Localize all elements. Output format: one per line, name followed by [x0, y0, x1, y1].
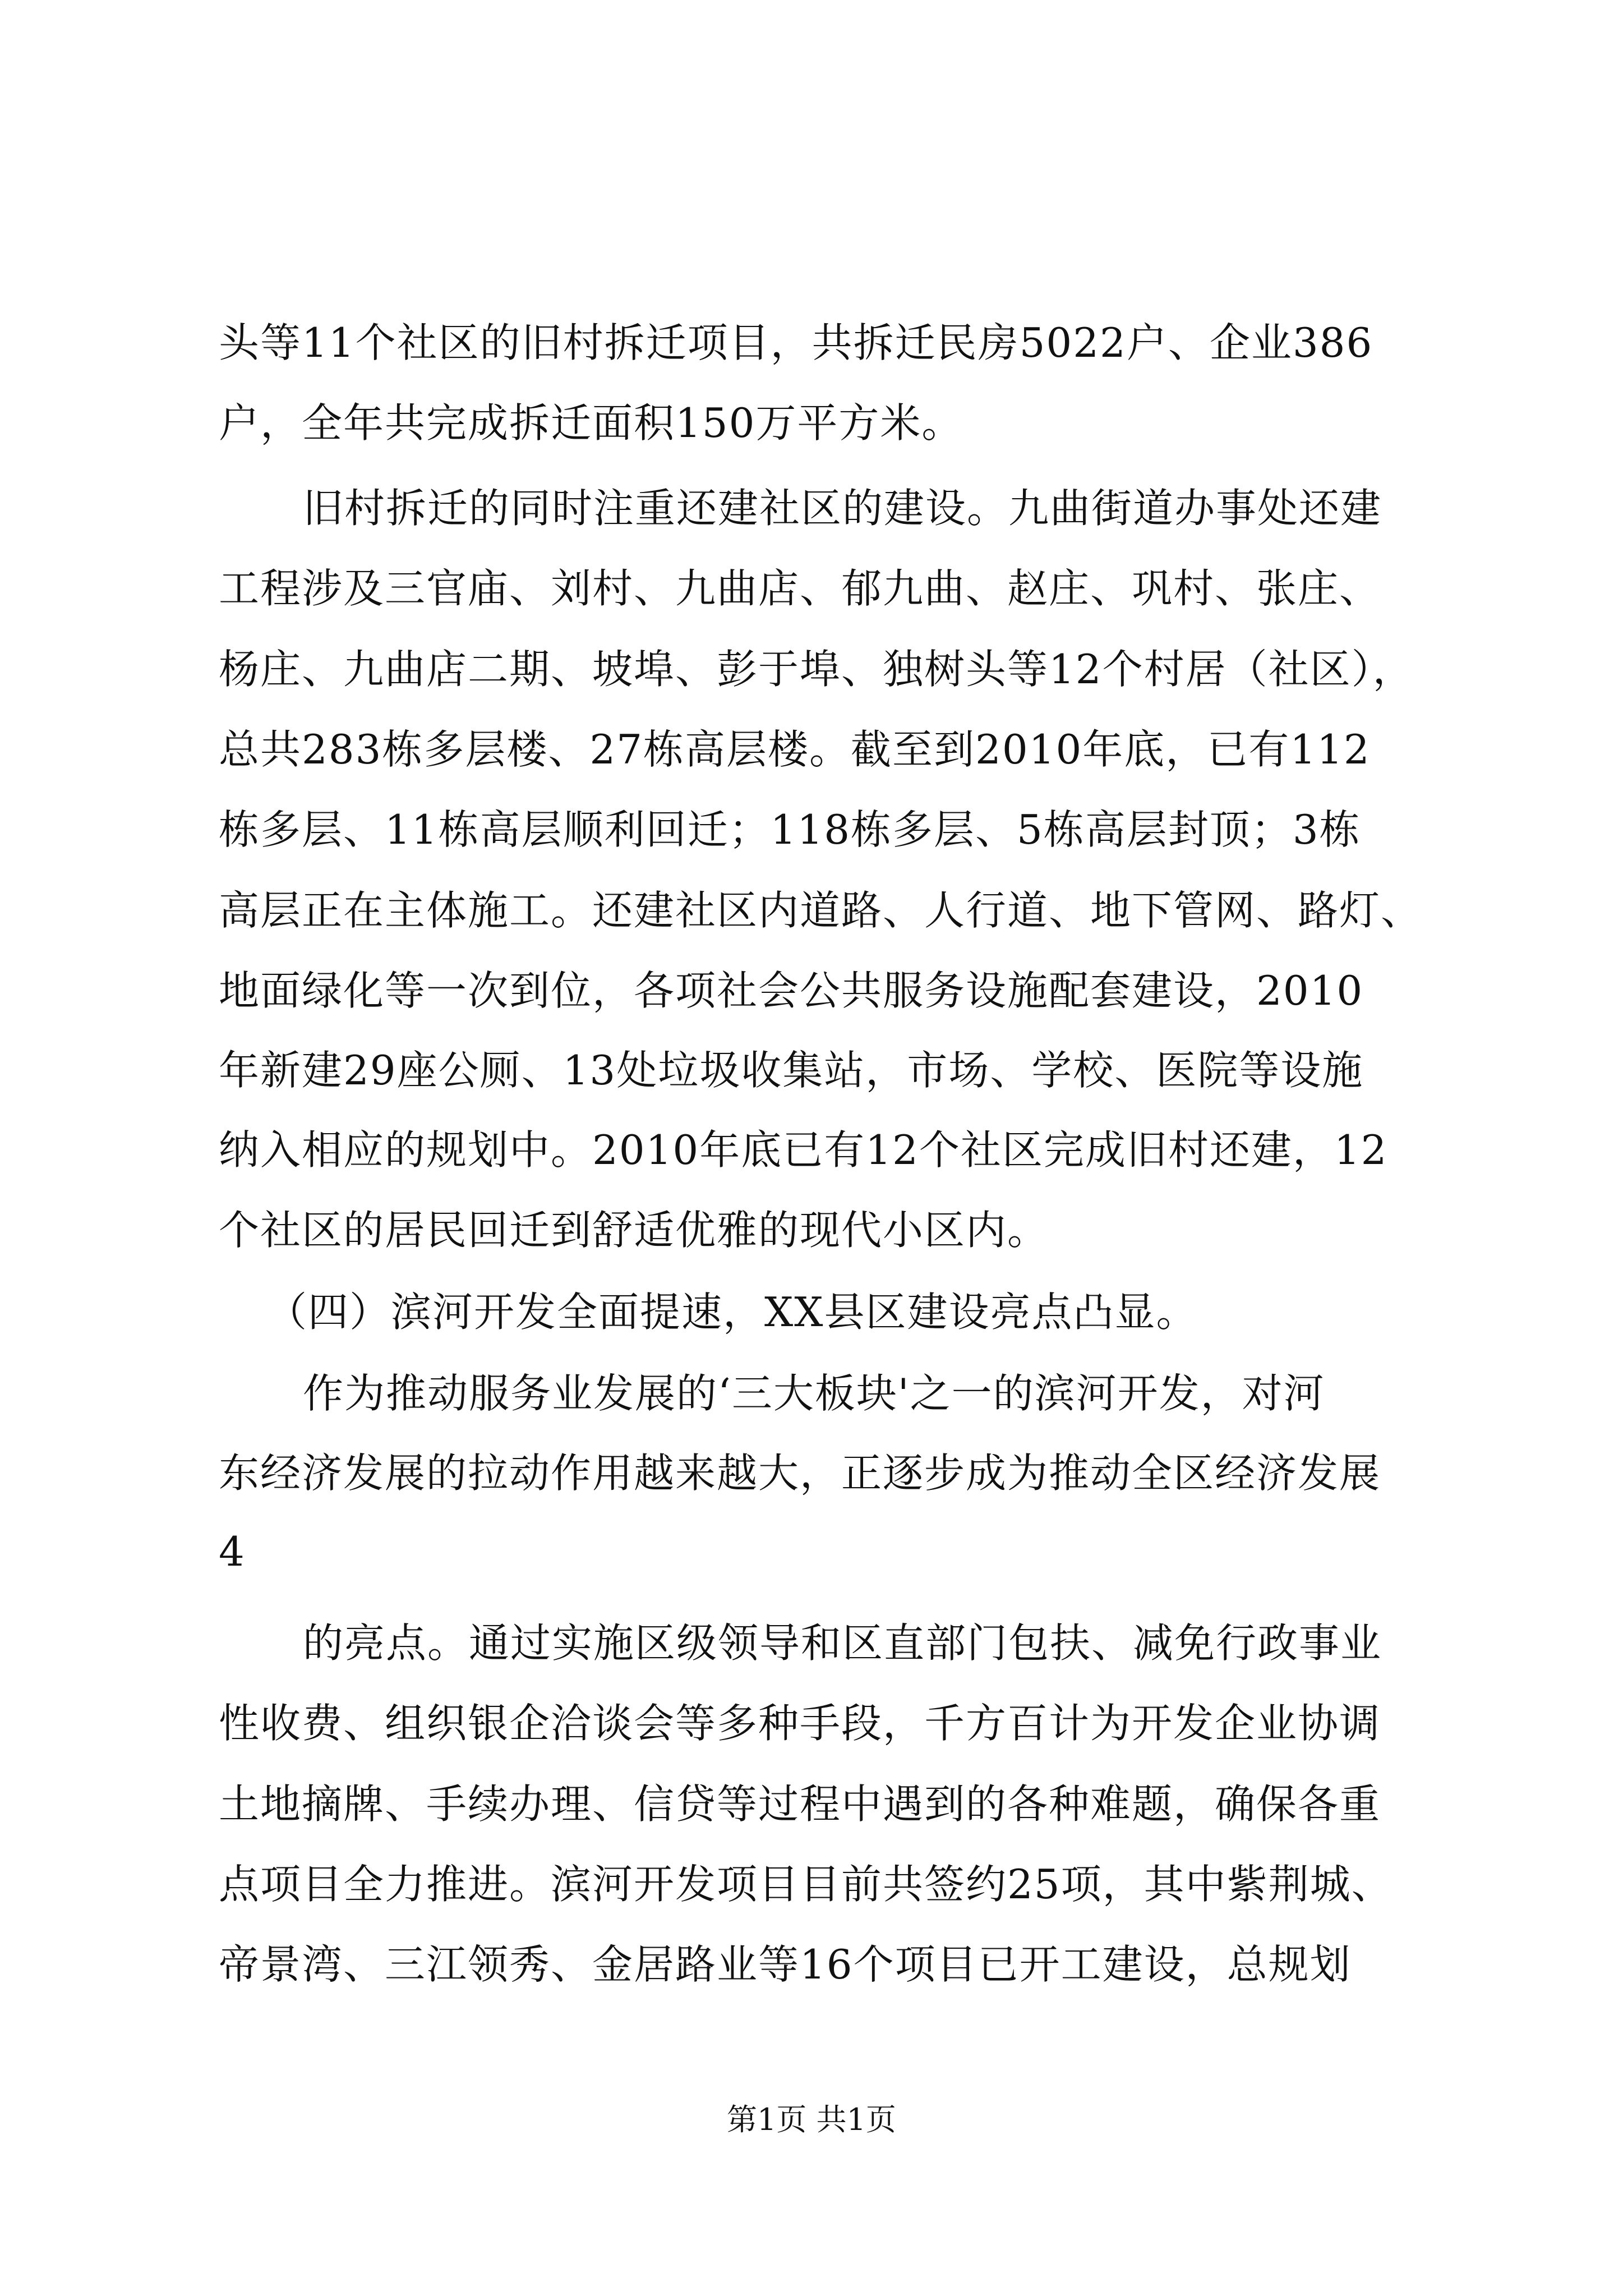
text-line: 个社区的居民回迁到舒适优雅的现代小区内。 — [219, 1207, 1049, 1254]
text-line: 土地摘牌、手续办理、信贷等过程中遇到的各种难题，确保各重 — [219, 1780, 1381, 1828]
text-line: 工程涉及三官庙、刘村、九曲店、郁九曲、赵庄、巩村、张庄、 — [219, 565, 1381, 612]
section-heading: （四）滨河开发全面提速，XX县区建设亮点凸显。 — [266, 1289, 1198, 1336]
text-line: 旧村拆迁的同时注重还建社区的建设。九曲街道办事处还建 — [303, 485, 1382, 532]
text-line: 东经济发展的拉动作用越来越大，正逐步成为推动全区经济发展 — [219, 1450, 1381, 1497]
text-line: 杨庄、九曲店二期、坡埠、彭于埠、独树头等12个村居（社区）， — [219, 646, 1414, 693]
text-line: 帝景湾、三江领秀、金居路业等16个项目已开工建设，总规划 — [219, 1941, 1352, 1988]
text-line: 性收费、组织银企洽谈会等多种手段，千方百计为开发企业协调 — [219, 1700, 1381, 1747]
text-line: 总共283栋多层楼、27栋高层楼。截至到2010年底，已有112 — [219, 726, 1371, 773]
text-line: 户，全年共完成拆迁面积150万平方米。 — [219, 399, 963, 447]
text-line: 点项目全力推进。滨河开发项目目前共签约25项，其中紫荆城、 — [219, 1861, 1393, 1908]
page-footer: 第1页 共1页 — [727, 2102, 896, 2137]
text-line: 的亮点。通过实施区级领导和区直部门包扶、减免行政事业 — [303, 1619, 1382, 1667]
text-line: 头等11个社区的旧村拆迁项目，共拆迁民房5022户、企业386 — [219, 319, 1373, 366]
text-line: 纳入相应的规划中。2010年底已有12个社区完成旧村还建，12 — [219, 1126, 1388, 1174]
text-line: 年新建29座公厕、13处垃圾收集站，市场、学校、医院等设施 — [219, 1047, 1364, 1094]
text-line: 作为推动服务业发展的‘三大板块'之一的滨河开发，对河 — [303, 1370, 1325, 1417]
text-line: 高层正在主体施工。还建社区内道路、人行道、地下管网、路灯、 — [219, 887, 1423, 934]
text-line: 地面绿化等一次到位，各项社会公共服务设施配套建设，2010 — [219, 967, 1364, 1014]
text-line: 栋多层、11栋高层顺利回迁；118栋多层、5栋高层封顶；3栋 — [219, 806, 1361, 853]
page-number-text: 4 — [219, 1528, 246, 1575]
